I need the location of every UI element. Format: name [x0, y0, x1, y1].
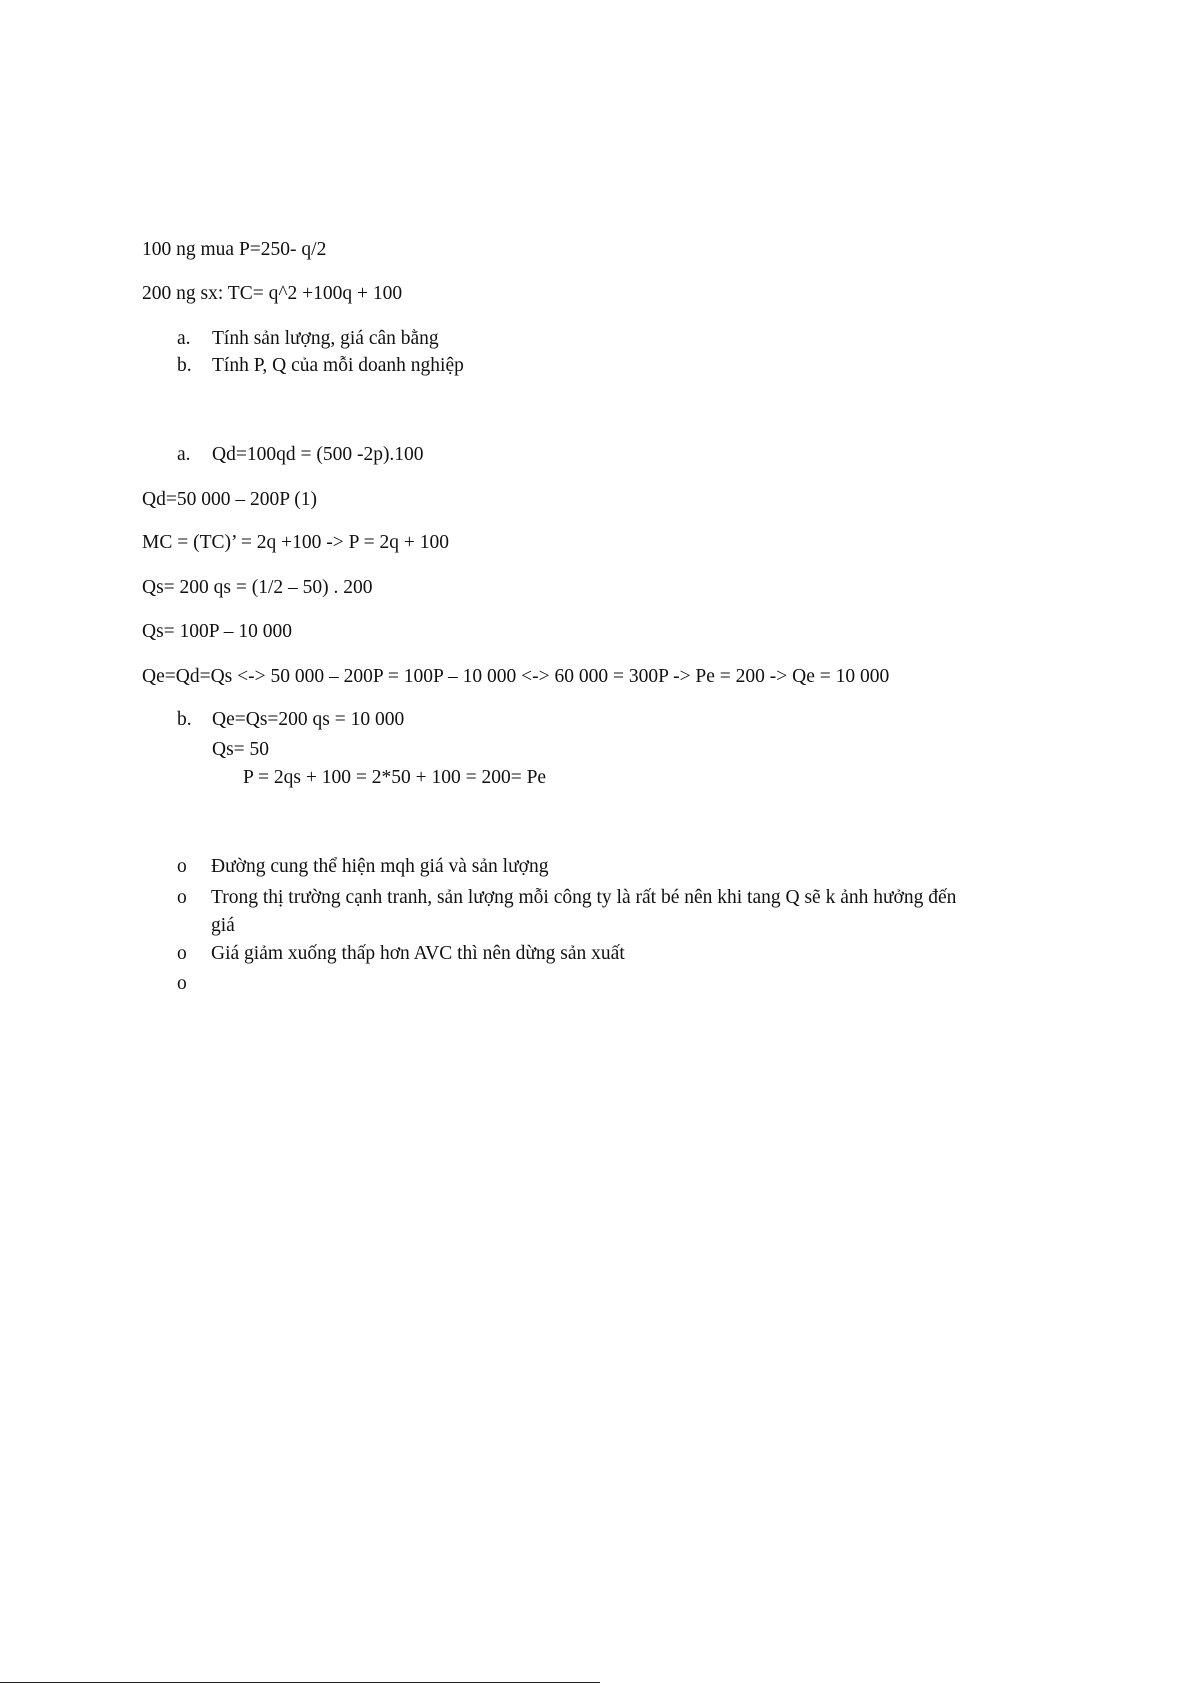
solution-b-text: Qe=Qs=200 qs = 10 000 [212, 709, 405, 730]
solution-b-sub: Qs= 50 [212, 739, 270, 760]
solution-line-4: Qs= 100P – 10 000 [142, 621, 293, 642]
task-a-marker: a. [177, 328, 191, 349]
page-bottom-edge [0, 1680, 1191, 1685]
note-item-1: Đường cung thể hiện mqh giá và sản lượng [211, 856, 549, 877]
solution-b-result: P = 2qs + 100 = 2*50 + 100 = 200= Pe [243, 767, 547, 788]
solution-a-marker: a. [177, 444, 191, 465]
solution-line-2: MC = (TC)’ = 2q +100 -> P = 2q + 100 [142, 532, 450, 553]
note-item-2-cont: giá [211, 915, 235, 936]
solution-line-3: Qs= 200 qs = (1/2 – 50) . 200 [142, 577, 373, 598]
task-b-marker: b. [177, 355, 192, 376]
page-edge-line [0, 1682, 600, 1683]
note-bullet-1: o [177, 856, 187, 877]
note-bullet-3: o [177, 943, 187, 964]
solution-a-text: Qd=100qd = (500 -2p).100 [212, 444, 424, 465]
solution-line-1: Qd=50 000 – 200P (1) [142, 489, 317, 510]
task-a-text: Tính sản lượng, giá cân bằng [212, 328, 439, 349]
solution-line-5: Qe=Qd=Qs <-> 50 000 – 200P = 100P – 10 000 <-> 60 000 = 300P -> Pe = 200 -> Qe = 10 000 [142, 666, 890, 687]
note-item-2: Trong thị trường cạnh tranh, sản lượng mỗi công ty là rất bé nên khi tang Q sẽ k ảnh hưởng đến [211, 887, 957, 908]
task-b-text: Tính P, Q của mỗi doanh nghiệp [212, 355, 464, 376]
note-item-3: Giá giảm xuống thấp hơn AVC thì nên dừng sản xuất [211, 943, 625, 964]
problem-line-2: 200 ng sx: TC= q^2 +100q + 100 [142, 283, 403, 304]
note-bullet-4: o [177, 973, 187, 994]
problem-line-1: 100 ng mua P=250- q/2 [142, 239, 327, 260]
note-bullet-2: o [177, 887, 187, 908]
solution-b-marker: b. [177, 709, 192, 730]
